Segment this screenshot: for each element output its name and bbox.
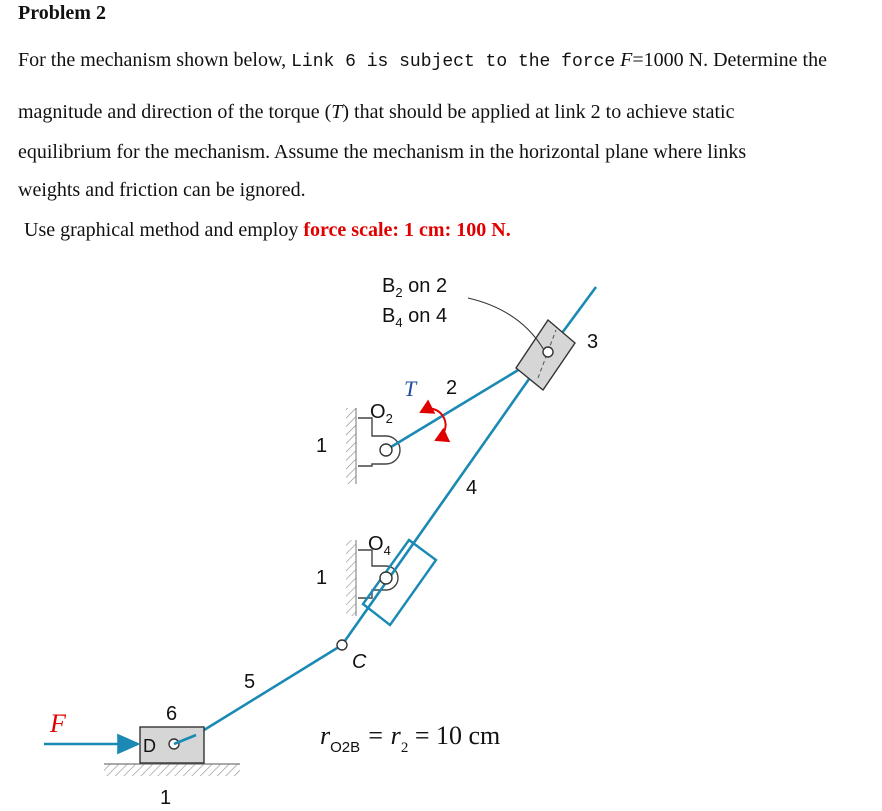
label-link-4: 4 [466,477,478,499]
ground-hatch-o4 [346,540,356,616]
line2-torque-symbol: T [331,101,343,123]
radius-equation: $r_{O2B} = r_2 = 10$ cm [320,721,501,756]
ground-hatch-slider [104,764,240,776]
label-force: F [50,709,66,738]
problem-line-4: weights and friction can be ignored. [18,179,306,201]
pin-c [337,640,347,650]
label-link-3: 3 [587,331,599,353]
line1-c: =1000 N. Determine the [632,49,827,71]
line5-a: Use graphical method and employ [24,219,304,241]
label-link-5: 5 [244,671,256,693]
label-b4: $B_4$ on 4 [382,305,448,330]
line1-b: Link 6 is subject to the force [291,52,616,72]
label-d: D [143,736,156,756]
line1-a: For the mechanism shown below, [18,49,287,71]
ground-hatch-o2 [346,408,356,484]
line2-b: ) that should be applied at link 2 to achieve static [342,101,735,123]
label-ground-1a: 1 [316,435,328,457]
problem-line-3: equilibrium for the mechanism. Assume the mechanism in the horizontal plane where links [18,141,747,163]
label-o4: $O_4$ [368,533,391,558]
label-link-6: 6 [166,703,178,725]
line1-force-symbol: F [620,49,633,71]
label-o2: $O_2$ [370,401,393,426]
link-4 [342,352,548,645]
pin-b [543,347,553,357]
label-torque: T [404,376,417,401]
label-ground-1c: 1 [160,787,172,809]
pin-o2 [380,444,392,456]
force-scale: force scale: 1 cm: 100 N. [303,219,511,241]
line2-a: magnitude and direction of the torque ( [18,101,332,123]
label-ground-1b: 1 [316,567,328,589]
label-link-2: 2 [446,377,458,399]
problem-heading: Problem 2 [18,2,106,24]
label-b2: $B_2$ on 2 [382,275,448,300]
torque-arc [422,408,446,440]
pin-o4 [380,572,392,584]
support-o2 [358,418,400,466]
label-c: C [352,651,367,673]
